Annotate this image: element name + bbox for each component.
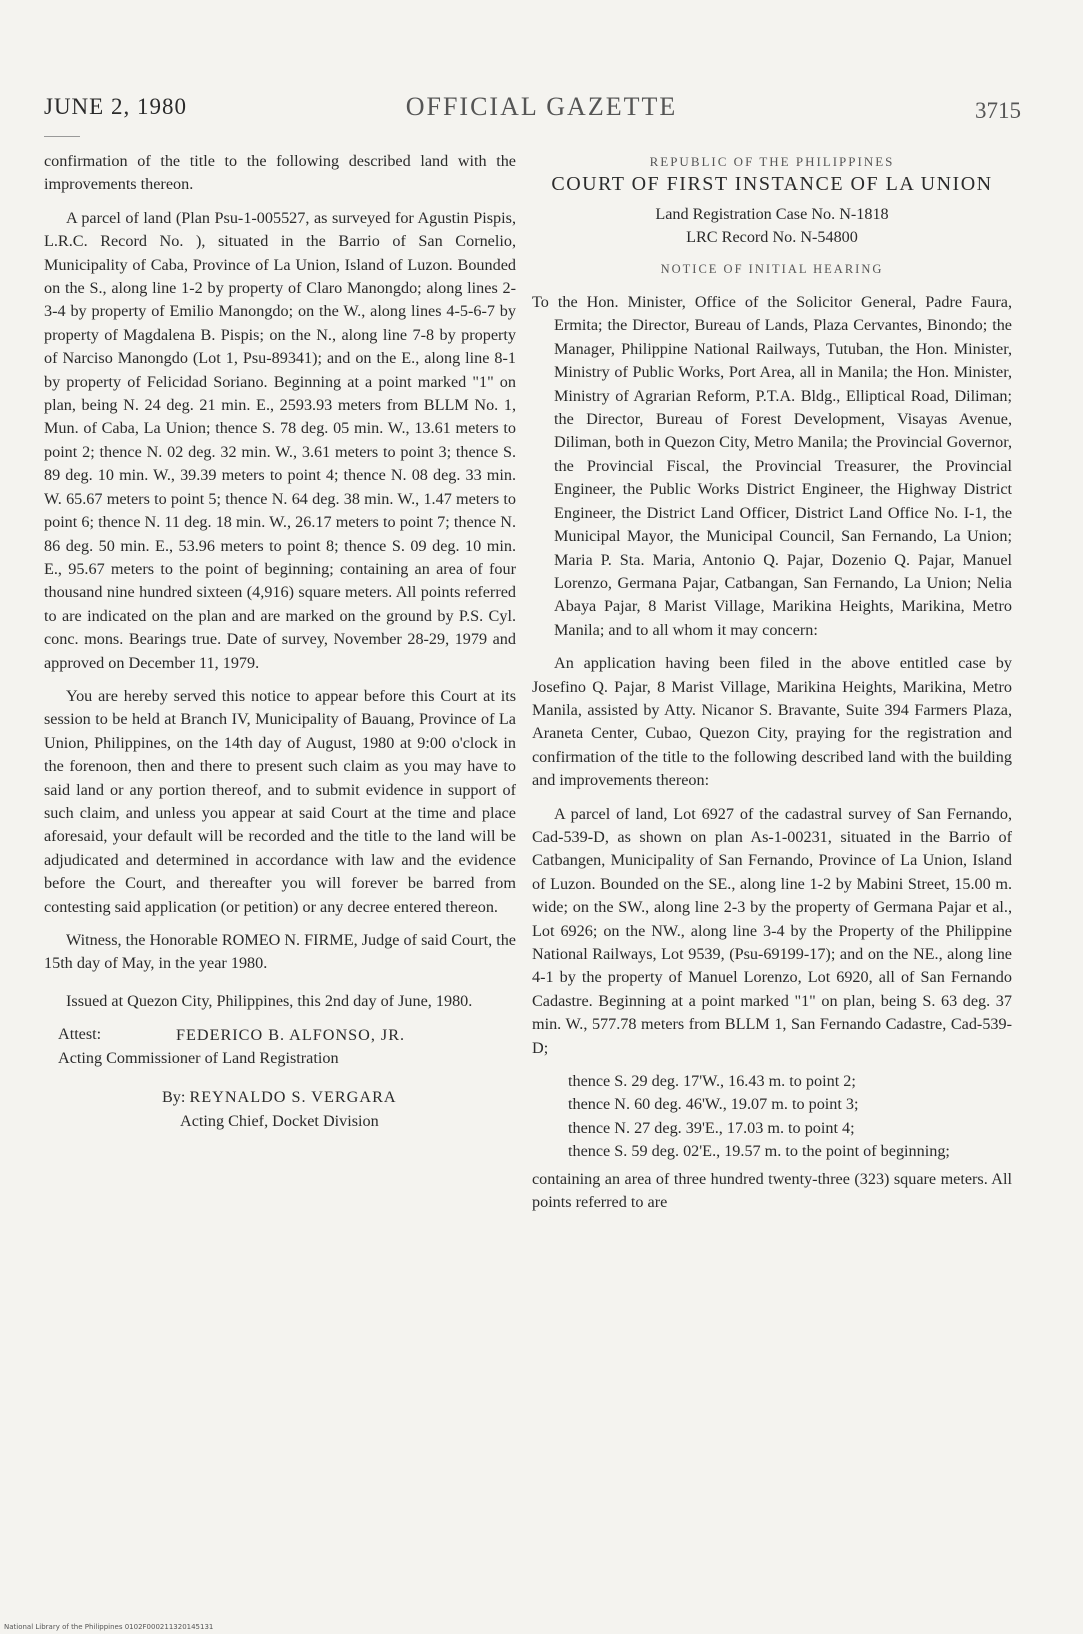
signer2-name: REYNALDO S. VERGARA	[189, 1088, 397, 1107]
signature-by	[44, 1086, 516, 1109]
paragraph-application: An application having been filed in the above entitled case by Josefino Q. Pajar, 8 Marist Village, Marikina Heights, Marikina, Metro Manila, assisted by Atty. Nicanor S. Bravante, Suite 394 Farmers Plaza, Araneta Center, Cubao, Quezon City, praying for the registration and confirmation of the title to the following described land with the building and improvements thereon:	[532, 654, 1012, 790]
bearing-line: thence S. 29 deg. 17'W., 16.43 m. to point 2;	[568, 1072, 856, 1091]
left-column	[44, 150, 516, 1133]
by-label: By:	[162, 1088, 186, 1107]
paragraph-parcel: A parcel of land, Lot 6927 of the cadastral survey of San Fernando, Cad-539-D, as shown on plan As-1-00231, situated in the Barrio of Catbangen, Municipality of San Fernando, Province of La Union, Island of Luzon. Bounded on the SE., along line 1-2 by Mabini Street, 15.00 m. wide; on the SW., along line 2-3 by the property of Germana Pajar et al., Lot 6926; on the NW., along line 3-4 by the Property of the Philippine National Railways, Lot 9539, (Psu-69199-17); and on the NE., along line 4-1 by the property of Manuel Lorenzo, Lot 6920, all of San Fernando Cadastre. Beginning at a point marked "1" on plan, being S. 63 deg. 37 min. W., 577.78 meters from BLLM 1, San Fernando Cadastre, Cad-539-D;	[532, 804, 1012, 1057]
court-heading: COURT OF FIRST INSTANCE OF LA UNION	[551, 173, 993, 196]
lrc-record: LRC Record No. N-54800	[686, 228, 858, 247]
issue-date: JUNE 2, 1980	[44, 94, 187, 119]
signer2-title: Acting Chief, Docket Division	[180, 1111, 379, 1130]
paragraph-area: containing an area of three hundred twenty-three (323) square meters. All points referred to are	[532, 1169, 1012, 1212]
republic-heading: REPUBLIC OF THE PHILIPPINES	[649, 154, 895, 169]
paragraph-witness: Witness, the Honorable ROMEO N. FIRME, Judge of said Court, the 15th day of May, in the year 1980.	[44, 931, 516, 973]
paragraph-notice: You are hereby served this notice to appear before this Court at its session to be held at Branch IV, Municipality of Bauang, Province of La Union, Philippines, on the 14th day of August, 1980 at 9:00 o'clock in the forenoon, then and there to present such claim as you may have to said land or any portion thereof, and to submit evidence in support of such claim, and unless you appear at said Court at the time and place aforesaid, your default will be recorded and the title to the land will be adjudicated and determined in accordance with law and the evidence before the Court, and thereafter you will forever be barred from contesting said application (or petition) or any decree entered thereon.	[44, 686, 516, 916]
bearing-line: thence N. 27 deg. 39'E., 17.03 m. to point 4;	[568, 1118, 855, 1137]
attest-label: Attest:	[58, 1025, 102, 1044]
page-header	[0, 92, 1083, 132]
bearing-line: thence S. 59 deg. 02'E., 19.57 m. to the point of beginning;	[568, 1142, 950, 1161]
addressees: To the Hon. Minister, Office of the Solicitor General, Padre Faura, Ermita; the Director, Bureau of Lands, Plaza Cervantes, Binondo; the Manager, Philippine National Railways, Tutuban, the Hon. Minister, Ministry of Public Works, Port Area, all in Manila; the Hon. Minister, Ministry of Agrarian Reform, P.T.A. Bldg., Elliptical Road, Diliman; the Director, Bureau of Forest Development, Visayas Avenue, Diliman, both in Quezon City, Metro Manila; the Provincial Governor, the Provincial Fiscal, the Provincial Treasurer, the Provincial Engineer, the Public Works District Engineer, the Highway District Engineer, the District Land Officer, District Land Office No. I-1, the Municipal Mayor, the Municipal Council, San Fernando, La Union; Maria P. Sta. Maria, Antonio Q. Pajar, Dozenio Q. Pajar, Manuel Lorenzo, Germana Pajar, Catbangan, San Fernando, La Union; Nelia Abaya Pajar, 8 Marist Village, Marikina Heights, Marikina, Metro Manila; and to all whom it may concern:	[532, 293, 1012, 639]
scan-footer: National Library of the Philippines 0102F000211320145131	[4, 1623, 214, 1631]
header-rule	[44, 136, 80, 137]
right-column	[532, 150, 1012, 1224]
publication-title: OFFICIAL GAZETTE	[405, 92, 678, 121]
case-number: Land Registration Case No. N-1818	[655, 204, 889, 223]
signer1-name: FEDERICO B. ALFONSO, JR.	[176, 1025, 406, 1044]
notice-title: NOTICE OF INITIAL HEARING	[660, 261, 884, 276]
paragraph-parcel-description: A parcel of land (Plan Psu-1-005527, as surveyed for Agustin Pispis, L.R.C. Record No. ), situated in the Barrio of San Cornelio, Municipality of Caba, Province of La Union, Island of Luzon. Bounded on the S., along line 1-2 by property of Claro Manongdo; along lines 2-3-4 by property of Emilio Manongdo; on the W., along lines 4-5-6-7 by property of Magdalena B. Pispis; on the N., along line 7-8 by property of Narciso Manongdo (Lot 1, Psu-89341); and on the E., along line 8-1 by property of Felicidad Soriano. Beginning at a point marked "1" on plan, being N. 24 deg. 21 min. E., 2593.93 meters from BLLM No. 1, Mun. of Caba, La Union; thence S. 78 deg. 05 min. W., 13.61 meters to point 2; thence N. 02 deg. 32 min. W., 3.61 meters to point 3; thence S. 89 deg. 10 min. W., 39.39 meters to point 4; thence N. 08 deg. 33 min. W. 65.67 meters to point 5; thence N. 64 deg. 38 min. W., 1.47 meters to point 6; thence N. 11 deg. 18 min. W., 26.17 meters to point 7; thence N. 86 deg. 50 min. E., 53.96 meters to point 8; thence S. 09 deg. 10 min. E., 95.67 meters to the point of beginning; containing an area of four thousand nine hundred sixteen (4,916) square meters. All points referred to are indicated on the plan and are marked on the ground by P.S. Cyl. conc. mons. Bearings true. Date of survey, November 28-29, 1979 and approved on December 11, 1979.	[44, 208, 516, 672]
paragraph-issued: Issued at Quezon City, Philippines, this 2nd day of June, 1980.	[66, 991, 473, 1010]
page-number: 3715	[975, 98, 1021, 123]
signer1-title: Acting Commissioner of Land Registration	[58, 1049, 339, 1068]
paragraph-confirmation: confirmation of the title to the following described land with the improvements thereon.	[44, 152, 516, 194]
bearing-line: thence N. 60 deg. 46'W., 19.07 m. to point 3;	[568, 1095, 859, 1114]
